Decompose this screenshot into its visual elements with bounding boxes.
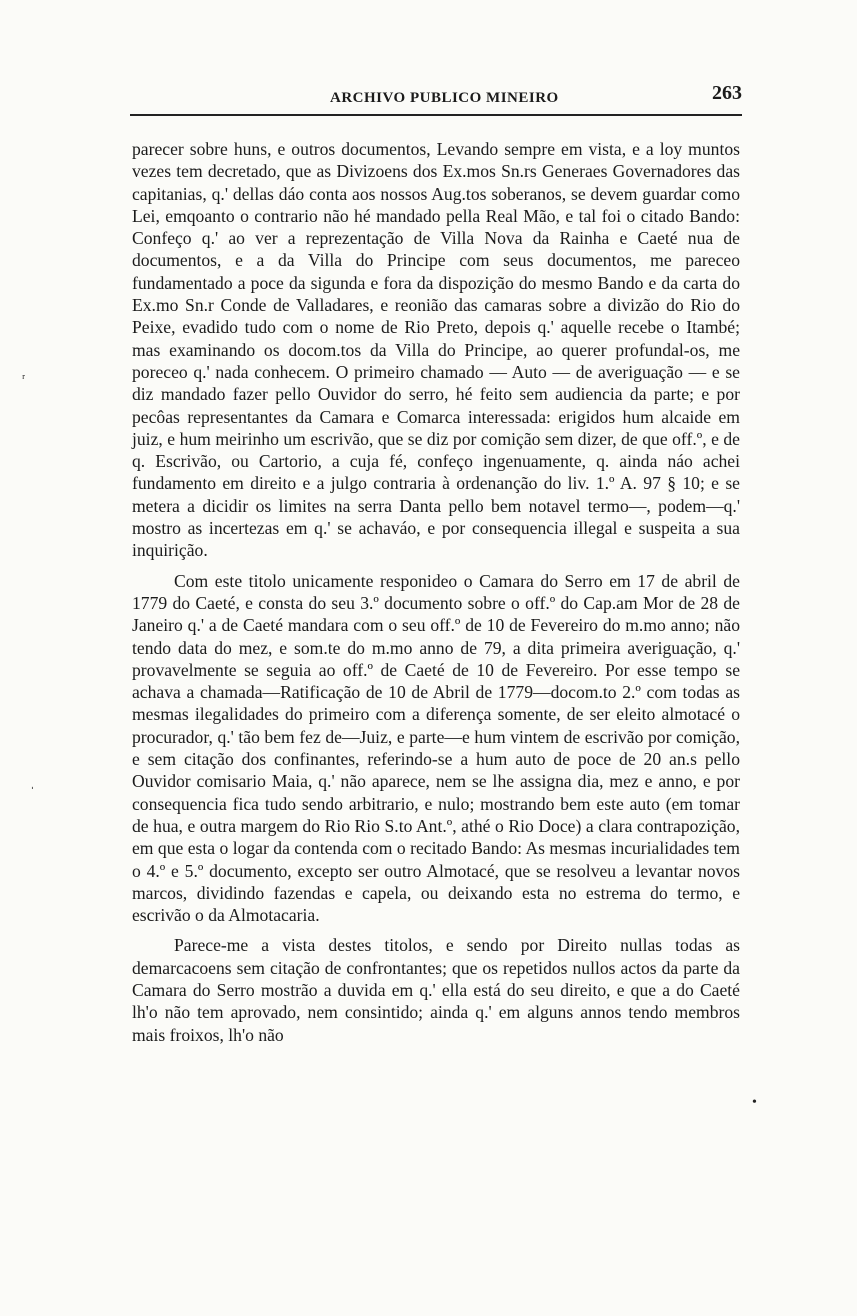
paragraph: parecer sobre huns, e outros documentos, Levando sempre em vista, e a loy muntos vezes tem decretado, que as Divizoens dos Ex.mos Sn.rs Generaes Governadores das capitanias, q.' dellas dáo conta aos nossos Aug.tos soberanos, se devem guardar como Lei, emqoanto o contrario não hé mandado pella Real Mão, e tal foi o citado Bando: Confeço q.' ao ver a reprezentação de Villa Nova da Rainha e Caeté nua de documentos, e a da Villa do Principe com seus documentos, me pareceo fundamentado a poce da sigunda e fora da dispozição do mesmo Bando e da carta do Ex.mo Sn.r Conde de Valladares, e reonião das camaras sobre a divizão do Rio do Peixe, evadido tudo com o nome de Rio Preto, depois q.' aquelle recebe o Itambé; mas examinando os docom.tos da Villa do Principe, ao querer profundal-os, me poreceo q.' nada conhecem. O primeiro chamado — Auto — de averiguação — e se diz mandado fazer pello Ouvidor do serro, hé feito sem audiencia da parte; e por pecôas representantes da Camara e Comarca interessada: erigidos hum alcaide em juiz, e hum meirinho um escrivão, que se diz por comição sem dizer, de que off.º, e de q. Escrivão, ou Cartorio, a cuja fé, confeço ingenuamente, q. ainda náo achei fundamento em direito e a julgo contraria à ordenanção do liv. 1.º A. 97 § 10; e se metera a dicidir os limites na serra Danta pello bem notavel termo—, podem—q.' mostro as incertezas em q.' se achaváo, e por consequencia illegal e suspeita a sua inquirição.	[132, 139, 740, 561]
margin-mark: ˌ	[30, 775, 35, 790]
body-text	[132, 138, 740, 1054]
margin-mark: ʳ	[22, 372, 26, 387]
running-title: ARCHIVO PUBLICO MINEIRO	[330, 90, 559, 106]
paragraph: Parece-me a vista destes titolos, e sendo por Direito nullas todas as demarcacoens sem citação de confrontantes; que os repetidos nullos actos da parte da Camara do Serro mostrão a duvida em q.' ella está do seu direito, e que a do Caeté lh'o não tem aprovado, nem consintido; ainda q.' em alguns annos tendo membros mais froixos, lh'o não	[132, 935, 740, 1045]
page-header	[130, 80, 742, 116]
margin-mark: •	[752, 1095, 757, 1110]
page-number: 263	[712, 82, 742, 104]
paragraph: Com este titolo unicamente responideo o Camara do Serro em 17 de abril de 1779 do Caeté, e consta do seu 3.º documento sobre o off.º do Cap.am Mor de 28 de Janeiro q.' a de Caeté mandara com o seu off.º de 10 de Fevereiro do m.mo anno; não tendo data do mez, e som.te do m.mo anno de 79, a dita primeira averiguação, q.' provavelmente se seguia ao off.º de Caeté de 10 de Fevereiro. Por esse tempo se achava a chamada—Ratificação de 10 de Abril de 1779—docom.to 2.º com todas as mesmas ilegalidades do primeiro com a diferença somente, de ser eleito almotacé o procurador, q.' tão bem fez de—Juiz, e parte—e hum vintem de escrivão por comição, e sem citação dos confinantes, referindo-se a hum auto de poce de 20 an.s pello Ouvidor comisario Maia, q.' não aparece, nem se lhe assigna dia, mez e anno, e por consequencia fica tudo sendo arbitrario, e nulo; mostrando bem este auto (em tomar de hua, e outra margem do Rio Rio S.to Ant.º, athé o Rio Doce) a clara contrapozição, em que esta o logar da contenda com o recitado Bando: As mesmas incurialidades tem o 4.º e 5.º documento, excepto ser outro Almotacé, que se resolveu a levantar novos marcos, dividindo fazendas e capela, ou deixando esta no estrema do termo, e escrivão o da Almotacaria.	[132, 570, 740, 926]
